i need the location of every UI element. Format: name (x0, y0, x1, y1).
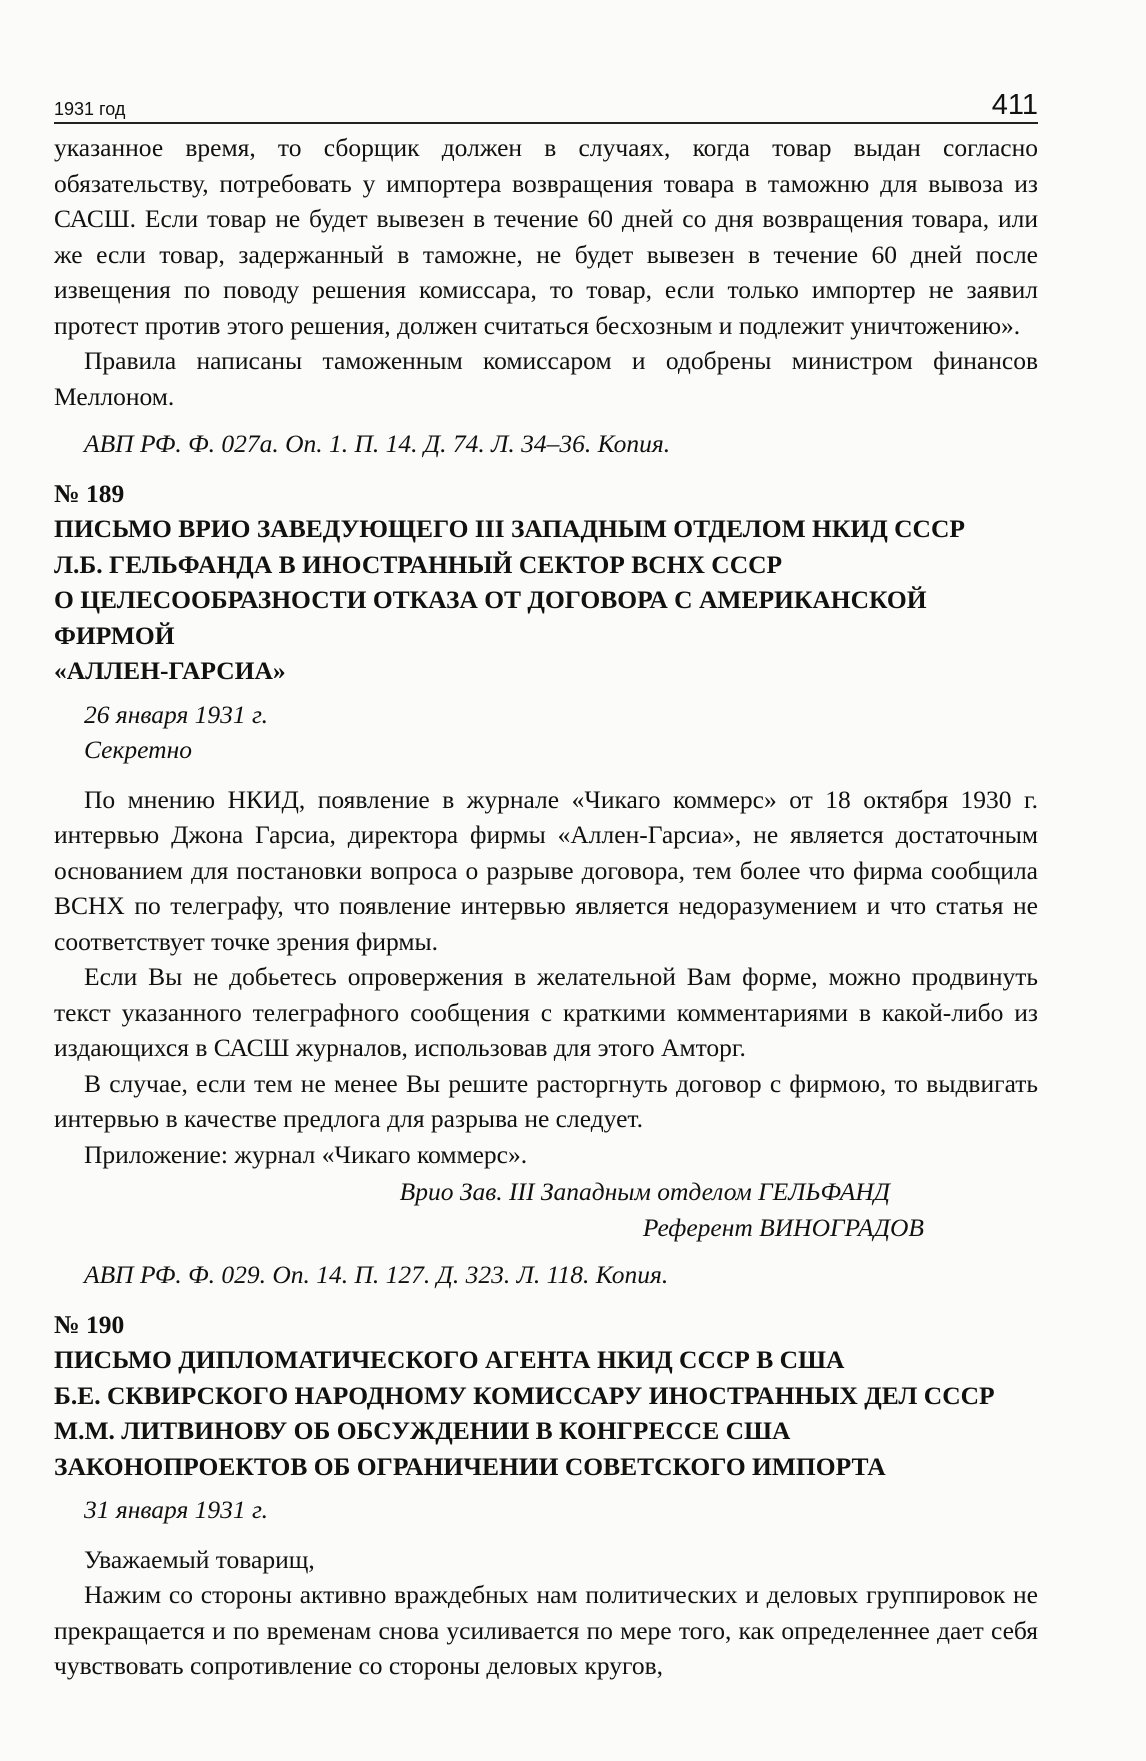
doc189-title-line: Л.Б. ГЕЛЬФАНДА В ИНОСТРАННЫЙ СЕКТОР ВСНХ СССР (54, 549, 783, 579)
doc190-title-line: М.М. ЛИТВИНОВУ ОБ ОБСУЖДЕНИИ В КОНГРЕССЕ США (54, 1416, 791, 1445)
doc189-paragraph: Если Вы не добьетесь опровержения в желательной Вам форме, можно продвинуть текст указанного телеграфного сообщения с краткими комментариями в какой-либо из издающихся в САСШ журналов, использовав для этого Амторг. (54, 962, 1038, 1062)
book-page (54, 82, 1038, 1684)
doc190-salutation: Уважаемый товарищ, (84, 1544, 315, 1574)
doc189-title-line: ПИСЬМО ВРИО ЗАВЕДУЮЩЕГО III ЗАПАДНЫМ ОТДЕЛОМ НКИД СССР (54, 514, 965, 543)
doc188-paragraph: Правила написаны таможенным комиссаром и одобрены министром финансов Меллоном. (54, 346, 1038, 411)
doc189-signature-head: Врио Зав. III Западным отделом ГЕЛЬФАНД (399, 1177, 890, 1206)
page-number: 411 (991, 89, 1038, 121)
doc190-title-line: ЗАКОНОПРОЕКТОВ ОБ ОГРАНИЧЕНИИ СОВЕТСКОГО ИМПОРТА (54, 1451, 886, 1481)
doc189-appendix: Приложение: журнал «Чикаго коммерс». (84, 1139, 528, 1169)
doc189-signature-referent: Референт ВИНОГРАДОВ (642, 1212, 924, 1242)
doc190-number: № 190 (54, 1309, 125, 1339)
running-header-year: 1931 год (54, 99, 126, 119)
doc189-title-line: «АЛЛЕН-ГАРСИА» (54, 656, 286, 685)
doc189-paragraph: По мнению НКИД, появление в журнале «Чикаго коммерс» от 18 октября 1930 г. интервью Джона Гарсиа, директора фирмы «Аллен-Гарсиа», не является достаточным основанием для постановки вопроса о разрыве договора, тем более что фирма сообщила ВСНХ по телеграфу, что появление интервью является недоразумением и что статья не соответствует точке зрения фирмы. (54, 784, 1038, 956)
doc189-title (54, 511, 1038, 689)
doc190-title-line: ПИСЬМО ДИПЛОМАТИЧЕСКОГО АГЕНТА НКИД СССР В США (54, 1345, 845, 1374)
doc189-paragraph: В случае, если тем не менее Вы решите расторгнуть договор с фирмою, то выдвигать интервью в качестве предлога для разрыва не следует. (54, 1068, 1038, 1133)
doc189-title-line: О ЦЕЛЕСООБРАЗНОСТИ ОТКАЗА ОТ ДОГОВОРА С АМЕРИКАНСКОЙ ФИРМОЙ (54, 585, 927, 650)
doc190-title (54, 1342, 1038, 1484)
doc189-classification: Секретно (84, 735, 192, 764)
doc190-date: 31 января 1931 г. (84, 1495, 269, 1524)
page-content (54, 130, 1038, 1684)
running-header (54, 82, 1038, 124)
doc190-title-line: Б.Е. СКВИРСКОГО НАРОДНОМУ КОМИССАРУ ИНОСТРАННЫХ ДЕЛ СССР (54, 1380, 995, 1410)
doc189-date: 26 января 1931 г. (84, 699, 269, 729)
spacer (54, 768, 1038, 782)
doc189-number: № 189 (54, 478, 125, 508)
doc189-archive-reference: АВП РФ. Ф. 029. Оп. 14. П. 127. Д. 323. Л. 118. Копия. (84, 1260, 669, 1289)
doc188-paragraph: указанное время, то сборщик должен в случаях, когда товар выдан согласно обязательству, потребовать у импортера возвращения товара в таможню для вывоза из САСШ. Если товар не будет вывезен в течение 60 дней со дня возвращения товара, или же если товар, задержанный в таможне, не будет вывезен в течение 60 дней после извещения по поводу решения комиссара, то товар, если только импортер не заявил протест против этого решения, должен считаться бесхозным и подлежит уничтожению». (54, 133, 1038, 340)
doc188-archive-reference: АВП РФ. Ф. 027а. Оп. 1. П. 14. Д. 74. Л. 34–36. Копия. (84, 429, 671, 458)
doc190-paragraph: Нажим со стороны активно враждебных нам политических и деловых группировок не прекращается и по временам снова усиливается по мере того, как определеннее дает себя чувствовать сопротивление со стороны деловых кругов, (54, 1580, 1038, 1680)
spacer (54, 1528, 1038, 1542)
